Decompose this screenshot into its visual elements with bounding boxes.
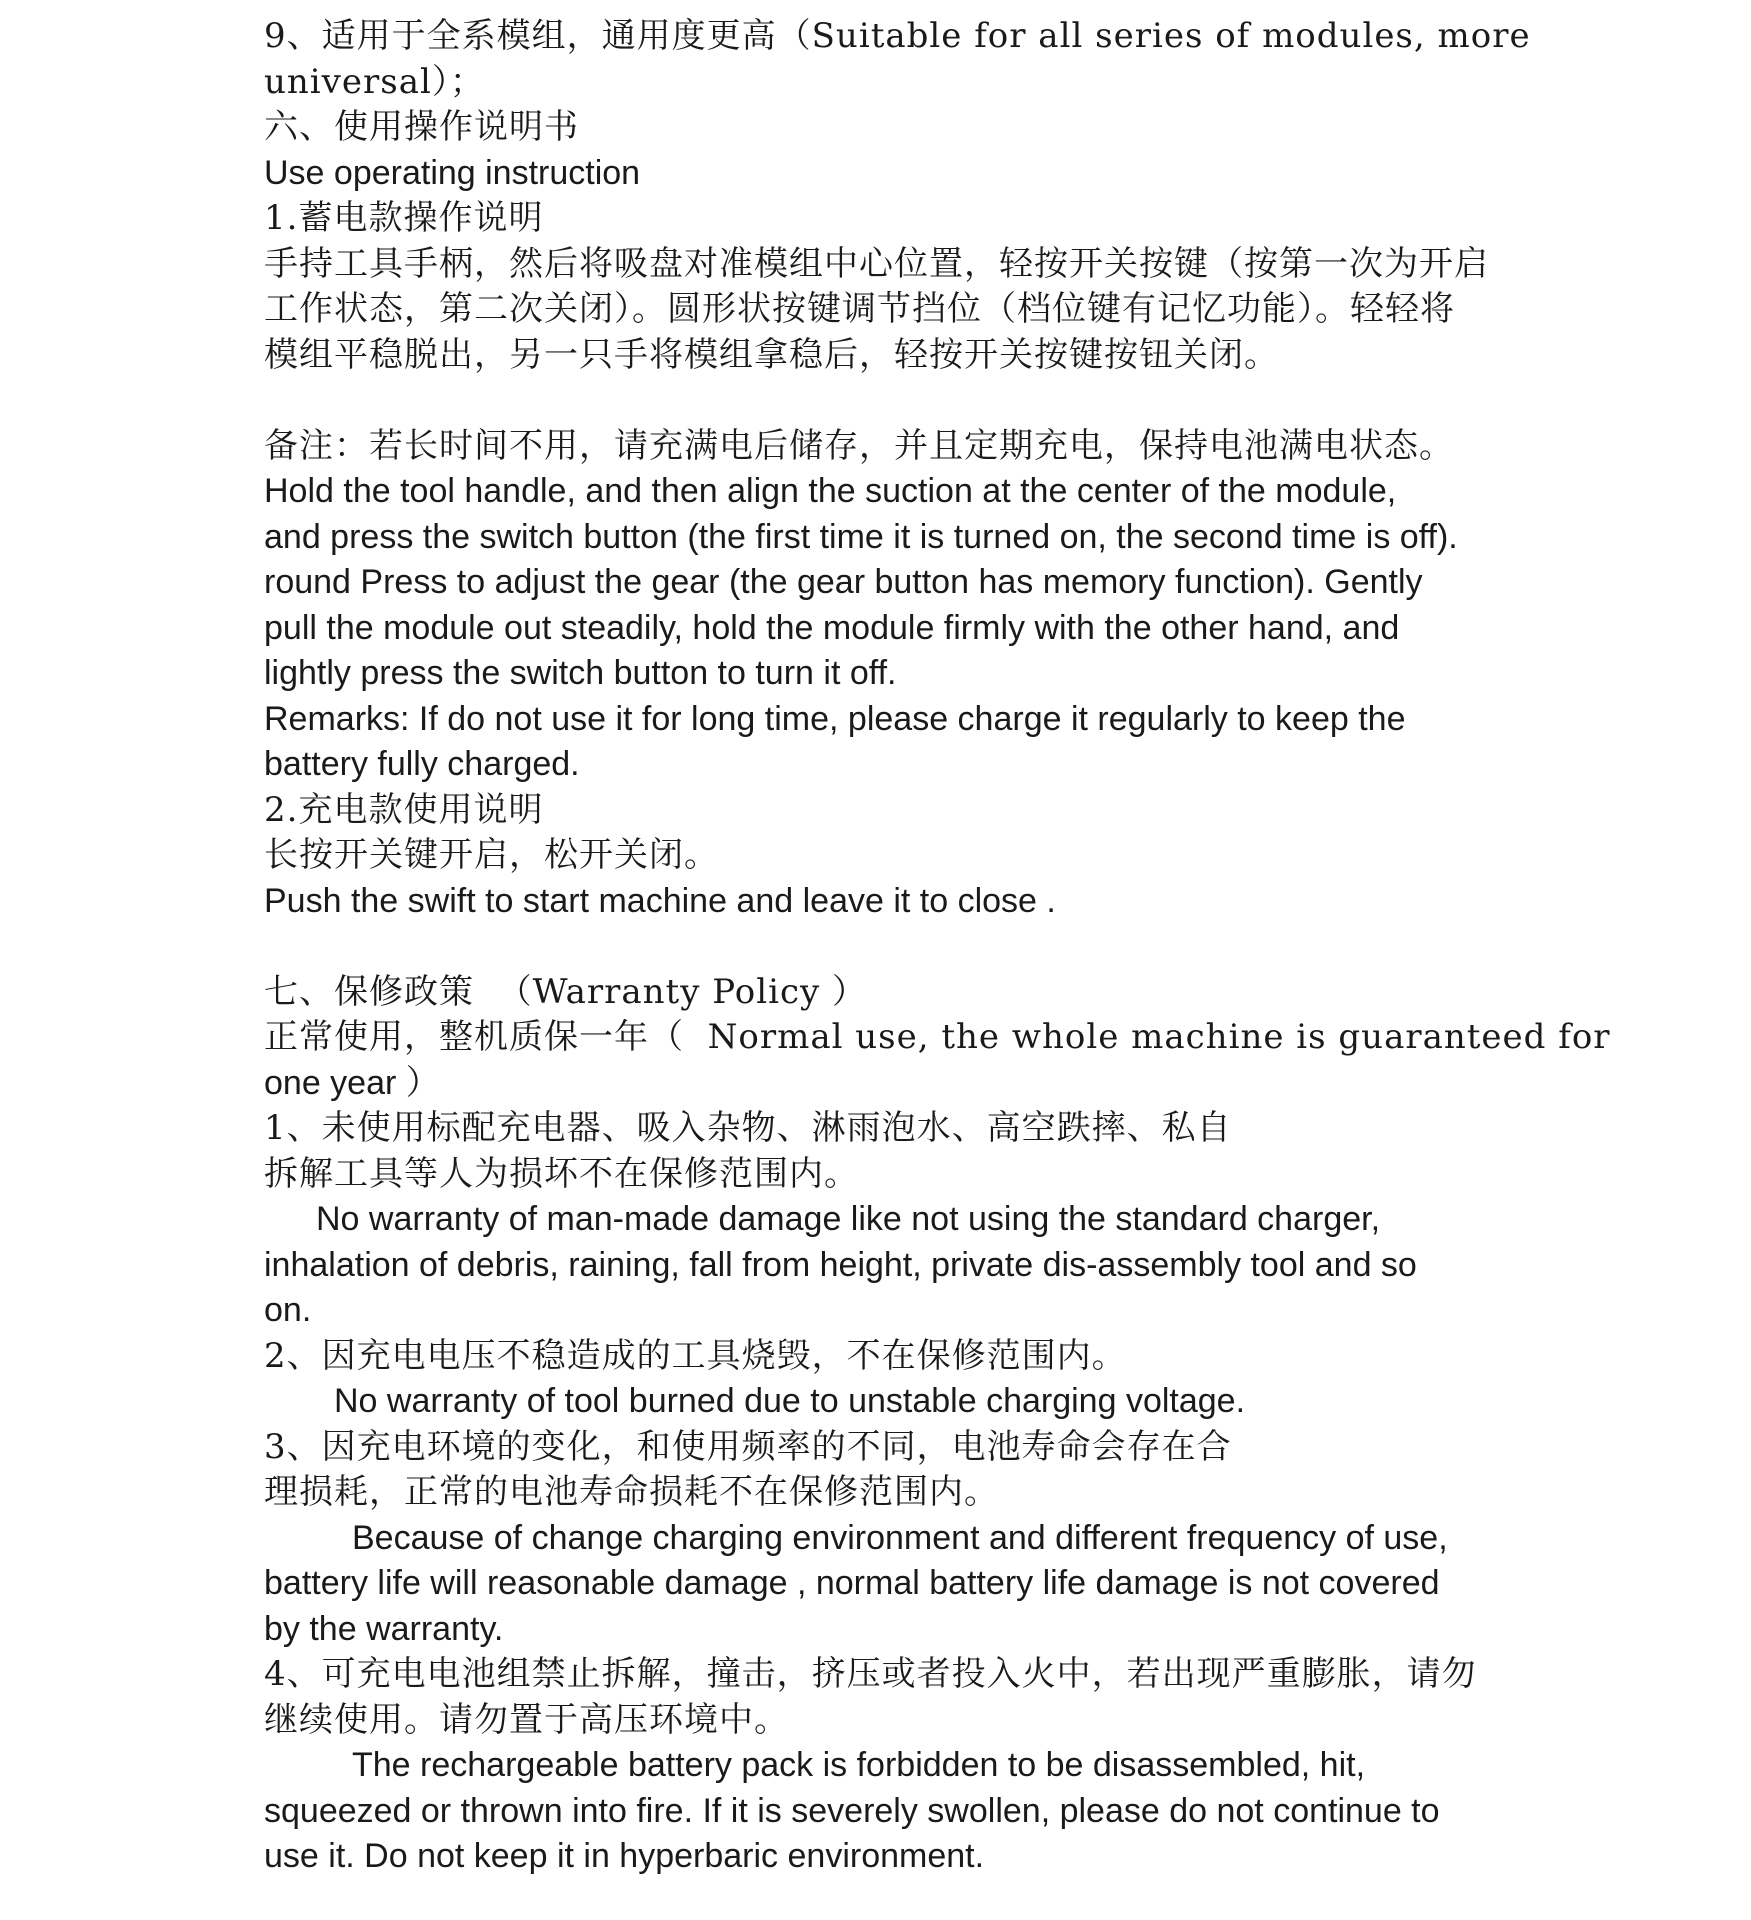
section7-heading: 七、保修政策 （Warranty Policy ） — [264, 971, 868, 1012]
warranty-item-cn: 1、未使用标配充电器、吸入杂物、淋雨泡水、高空跌摔、私自 — [264, 1108, 1232, 1148]
sub1-remarks-en: battery fully charged. — [264, 745, 580, 783]
warranty-item-en: use it. Do not keep it in hyperbaric environment. — [264, 1837, 985, 1875]
spacer — [264, 378, 1524, 424]
sub1-cn-line: 模组平稳脱出，另一只手将模组拿稳后，轻按开关按键按钮关闭。 — [264, 334, 1279, 375]
sub1-note-cn: 备注：若长时间不用，请充满电后储存，并且定期充电，保持电池满电状态。 — [264, 425, 1454, 466]
sub1-cn-line: 手持工具手柄，然后将吸盘对准模组中心位置，轻按开关按键（按第一次为开启 — [264, 243, 1489, 284]
warranty-item-en: on. — [264, 1291, 312, 1329]
sub1-en-line: round Press to adjust the gear (the gear button has memory function). Gently — [264, 563, 1423, 601]
warranty-item-en: No warranty of man-made damage like not using the standard charger, — [316, 1200, 1381, 1238]
warranty-item-cn: 继续使用。请勿置于高压环境中。 — [264, 1699, 789, 1740]
sub2-en: Push the swift to start machine and leave it to close . — [264, 881, 1056, 920]
warranty-item-en: No warranty of tool burned due to unstable charging voltage. — [334, 1382, 1246, 1420]
warranty-item-en: The rechargeable battery pack is forbidden to be disassembled, hit, — [352, 1746, 1366, 1784]
sub1-en-line: pull the module out steadily, hold the module firmly with the other hand, and — [264, 608, 1400, 647]
warranty-item-en: Because of change charging environment and different frequency of use, — [352, 1518, 1448, 1557]
warranty-item-cn: 4、可充电电池组禁止拆解，撞击，挤压或者投入火中，若出现严重膨胀，请勿 — [264, 1654, 1477, 1694]
sub1-title: 1.蓄电款操作说明 — [264, 198, 544, 238]
warranty-item-cn: 理损耗，正常的电池寿命损耗不在保修范围内。 — [264, 1472, 999, 1512]
sub1-remarks-en: Remarks: If do not use it for long time, please charge it regularly to keep the — [264, 699, 1406, 738]
warranty-item-en: battery life will reasonable damage , normal battery life damage is not covered — [264, 1564, 1440, 1602]
warranty-item-en: inhalation of debris, raining, fall from height, private dis-assembly tool and so — [264, 1245, 1417, 1284]
item9-line2: universal）； — [264, 61, 485, 102]
warranty-item-en: squeezed or thrown into fire. If it is severely swollen, please do not continue to — [264, 1791, 1440, 1830]
sub1-cn-line: 工作状态，第二次关闭）。圆形状按键调节挡位（档位键有记忆功能）。轻轻将 — [264, 289, 1455, 329]
sub1-en-line: lightly press the switch button to turn it off. — [264, 654, 897, 692]
document-page — [264, 14, 1611, 1880]
item9-line1: 9、适用于全系模组，通用度更高（Suitable for all series of modules, more — [264, 16, 1531, 56]
warranty-item-en: by the warranty. — [264, 1609, 504, 1648]
sub1-en-line: Hold the tool handle, and then align the suction at the center of the module, — [264, 472, 1397, 510]
sub2-cn: 长按开关键开启，松开关闭。 — [264, 835, 719, 875]
section6-heading-en: Use operating instruction — [264, 153, 641, 192]
section7-intro: one year ） — [264, 1063, 440, 1102]
section6-heading-cn: 六、使用操作说明书 — [264, 107, 579, 147]
warranty-item-cn: 拆解工具等人为损坏不在保修范围内。 — [264, 1153, 859, 1194]
sub2-title: 2.充电款使用说明 — [264, 789, 544, 830]
sub1-en-line: and press the switch button (the first time it is turned on, the second time is off). — [264, 517, 1458, 556]
section7-intro: 正常使用，整机质保一年（ Normal use, the whole machine is guaranteed for — [264, 1017, 1611, 1057]
spacer — [264, 924, 1524, 970]
warranty-item-cn: 3、因充电环境的变化，和使用频率的不同，电池寿命会存在合 — [264, 1426, 1232, 1467]
warranty-item-cn: 2、因充电电压不稳造成的工具烧毁，不在保修范围内。 — [264, 1335, 1127, 1376]
